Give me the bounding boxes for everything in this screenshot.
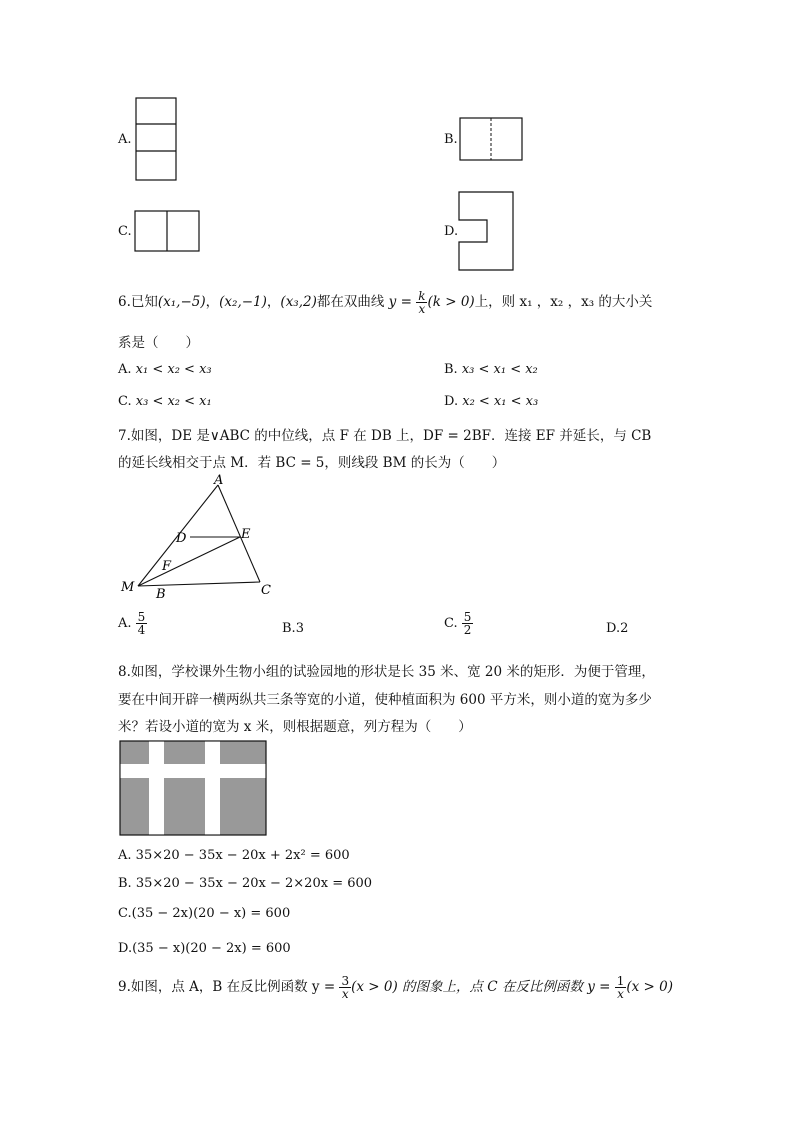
q7-label-b: B: [156, 587, 166, 602]
q8-option-d: D.(35 − x)(20 − 2x) = 600: [118, 941, 291, 956]
q5-option-c-figure: [133, 209, 201, 253]
q8-stem-line3: 米？若设小道的宽为 x 米，则根据题意，列方程为（ ）: [118, 719, 472, 735]
q5-option-d-figure: [457, 190, 517, 274]
q7-label-e: E: [241, 527, 251, 542]
q7-label-f: F: [162, 559, 172, 574]
q7-stem-line1: 7.如图，DE 是∨ABC 的中位线，点 F 在 DB 上，DF = 2BF．连接 EF 并延长，与 CB: [118, 428, 652, 444]
q5-option-d-label: D.: [444, 224, 459, 239]
q6-option-a: A. x₁ < x₂ < x₃: [118, 362, 212, 377]
q5-option-a-label: A.: [118, 132, 132, 147]
q7-stem-line2: 的延长线相交于点 M．若 BC = 5，则线段 BM 的长为（ ）: [118, 455, 506, 471]
q5-option-a-figure: [134, 96, 178, 182]
q6-stem-line2: 系是（ ）: [118, 335, 199, 351]
q5-option-b-figure: [458, 116, 524, 162]
q6-option-d: D. x₂ < x₁ < x₃: [444, 394, 539, 409]
q9-fraction-1: $\frac{3}{x}$: [341, 974, 350, 1001]
q7-option-b: B.3: [282, 621, 304, 636]
q8-stem-line1: 8.如图，学校课外生物小组的试验园地的形状是长 35 米、宽 20 米的矩形．为便于管理，: [118, 664, 655, 680]
q6-option-c: C. x₃ < x₂ < x₁: [118, 394, 212, 409]
q8-option-a: A. 35×20 − 35x − 20x + 2x² = 600: [118, 848, 350, 863]
q7-label-d: D: [176, 531, 187, 546]
q5-option-b-label: B.: [444, 132, 458, 147]
q7-label-m: M: [121, 580, 135, 595]
q5-option-c-label: C.: [118, 224, 132, 239]
q7-label-c: C: [261, 583, 271, 598]
q6-option-b: B. x₃ < x₁ < x₂: [444, 362, 538, 377]
q8-option-c: C.(35 − 2x)(20 − x) = 600: [118, 906, 291, 921]
q7-triangle-figure: [116, 472, 286, 602]
q9-fraction-2: $\frac{1}{x}$: [616, 974, 625, 1001]
q8-option-b: B. 35×20 − 35x − 20x − 2×20x = 600: [118, 876, 373, 891]
q8-garden-figure: [119, 740, 267, 836]
q7-option-a: A. $\frac{5}{4}$: [118, 610, 146, 637]
q9-stem-line1: 9.如图，点 A，B 在反比例函数 y = $\frac{3}{x}$ (x > 0) 的图象上，点 C 在反比例函数 y = $\frac{1}{x}$ (x > 0): [118, 974, 674, 1001]
q6-fraction: $\frac{k}{x}$: [418, 289, 426, 316]
q7-option-d: D.2: [606, 621, 629, 636]
q7-label-a: A: [214, 473, 224, 488]
q8-stem-line2: 要在中间开辟一横两纵共三条等宽的小道，使种植面积为 600 平方米，则小道的宽为多少: [118, 692, 652, 708]
q7-option-c: C. $\frac{5}{2}$: [444, 610, 472, 637]
q6-stem-line1: 6.已知(x₁,−5)，(x₂,−1)，(x₃,2)都在双曲线 y = $\frac{k}{x}$ (k > 0)上，则 x₁ ，x₂ ，x₃ 的大小关: [118, 289, 653, 316]
